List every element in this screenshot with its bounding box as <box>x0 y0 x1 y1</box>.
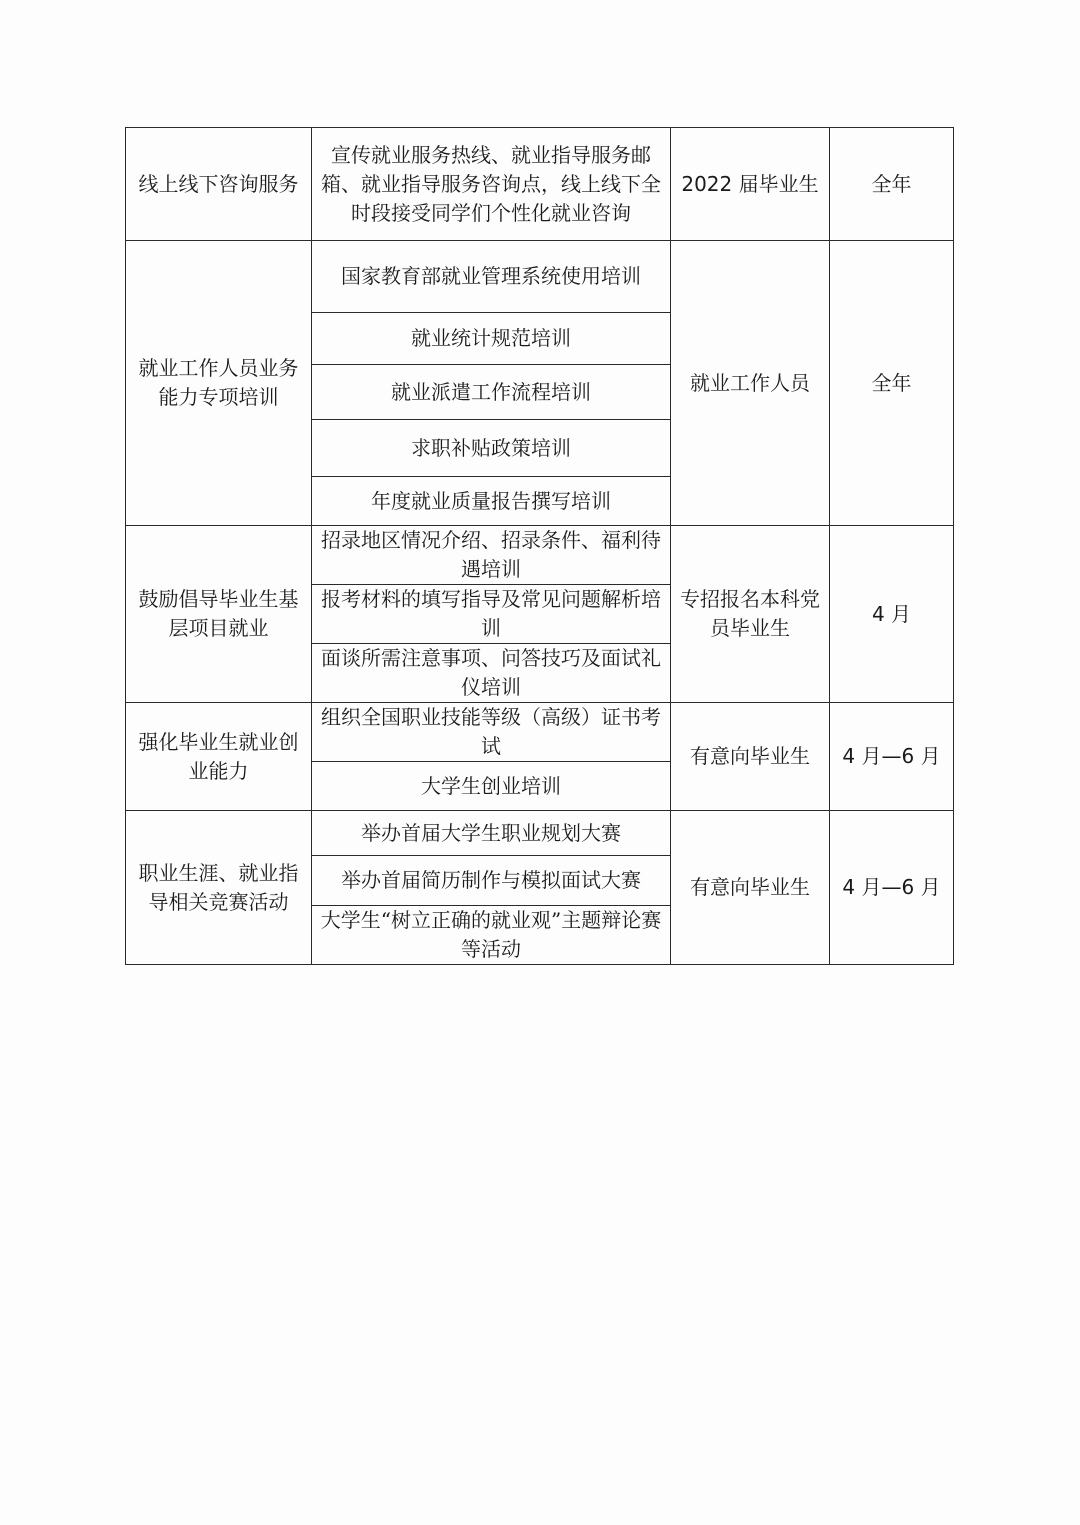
content-cell: 求职补贴政策培训 <box>312 420 671 477</box>
item-cell: 职业生涯、就业指导相关竞赛活动 <box>126 811 312 965</box>
time-cell: 4 月 <box>830 526 954 703</box>
item-cell: 强化毕业生就业创业能力 <box>126 703 312 811</box>
item-cell: 就业工作人员业务能力专项培训 <box>126 241 312 526</box>
content-cell: 面谈所需注意事项、问答技巧及面试礼仪培训 <box>312 644 671 703</box>
time-cell: 4 月—6 月 <box>830 811 954 965</box>
target-cell: 专招报名本科党员毕业生 <box>671 526 830 703</box>
item-cell: 鼓励倡导毕业生基层项目就业 <box>126 526 312 703</box>
employment-plan-table <box>125 127 954 965</box>
target-cell: 就业工作人员 <box>671 241 830 526</box>
content-cell: 国家教育部就业管理系统使用培训 <box>312 241 671 313</box>
content-cell: 年度就业质量报告撰写培训 <box>312 477 671 526</box>
content-cell: 组织全国职业技能等级（高级）证书考试 <box>312 703 671 762</box>
time-cell: 4 月—6 月 <box>830 703 954 811</box>
target-cell: 有意向毕业生 <box>671 703 830 811</box>
content-cell: 报考材料的填写指导及常见问题解析培训 <box>312 585 671 644</box>
content-cell: 举办首届简历制作与模拟面试大赛 <box>312 856 671 906</box>
content-cell: 举办首届大学生职业规划大赛 <box>312 811 671 856</box>
content-cell: 招录地区情况介绍、招录条件、福利待遇培训 <box>312 526 671 585</box>
content-cell: 大学生创业培训 <box>312 762 671 811</box>
target-cell: 2022 届毕业生 <box>671 128 830 241</box>
table-row <box>126 811 954 856</box>
content-cell: 就业统计规范培训 <box>312 313 671 365</box>
content-cell: 大学生“树立正确的就业观”主题辩论赛等活动 <box>312 906 671 965</box>
table-row <box>126 241 954 313</box>
table-row <box>126 526 954 585</box>
target-cell: 有意向毕业生 <box>671 811 830 965</box>
content-cell: 就业派遣工作流程培训 <box>312 365 671 420</box>
table-row <box>126 703 954 762</box>
time-cell: 全年 <box>830 128 954 241</box>
item-cell: 线上线下咨询服务 <box>126 128 312 241</box>
time-cell: 全年 <box>830 241 954 526</box>
table-row <box>126 128 954 241</box>
content-cell: 宣传就业服务热线、就业指导服务邮箱、就业指导服务咨询点，线上线下全时段接受同学们个性化就业咨询 <box>312 128 671 241</box>
